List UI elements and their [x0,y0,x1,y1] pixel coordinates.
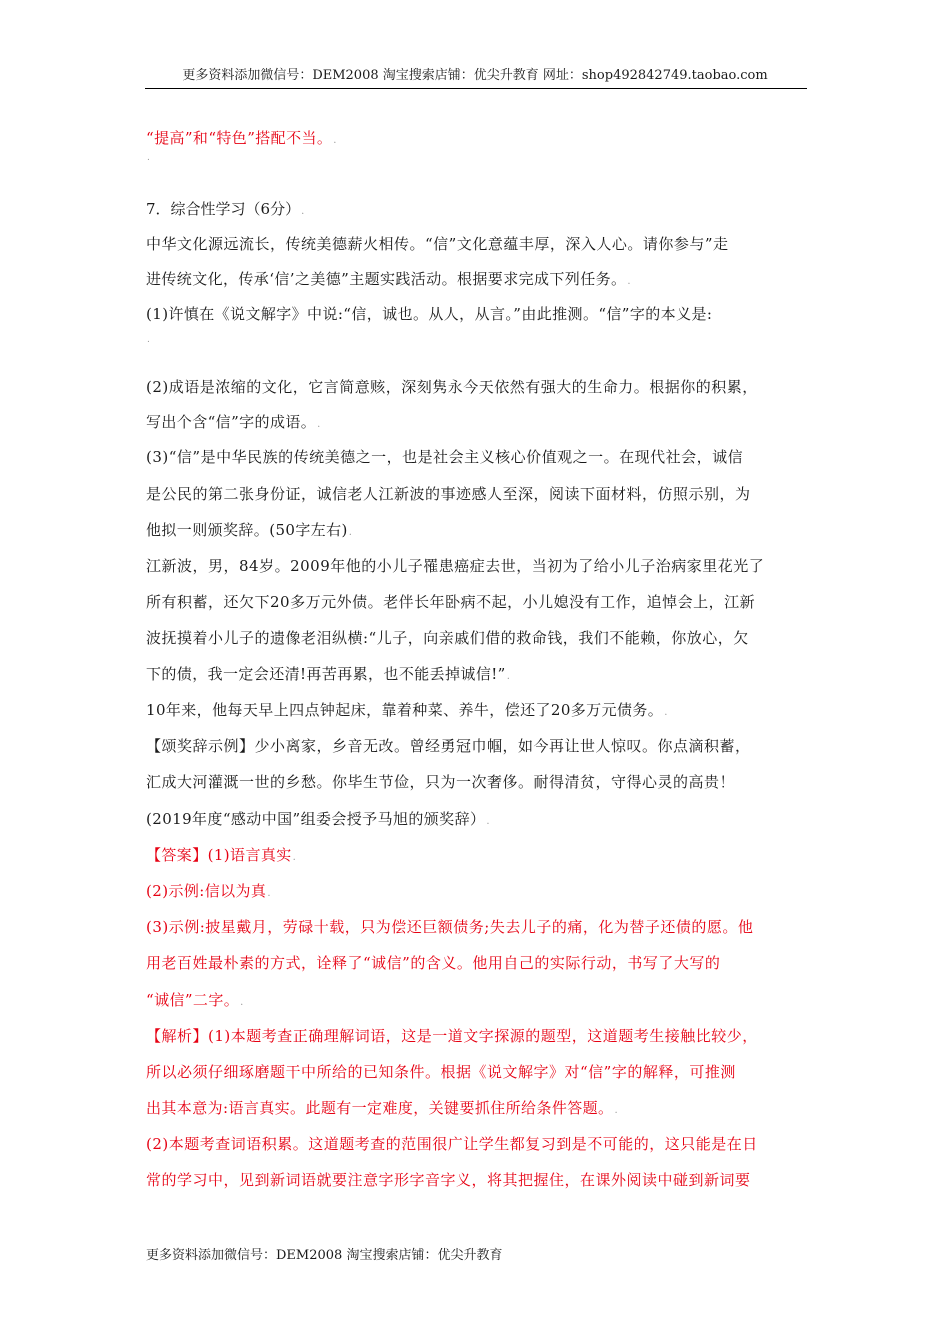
answer-3-line-3: “诚信”二字。. [146,991,244,1009]
paragraph-mark: . [147,153,150,163]
material-line-3: 波抚摸着小儿子的遗像老泪纵横:“儿子，向亲戚们借的救命钱，我们不能赖，你放心，欠 [146,629,749,647]
answer-3-line-1: (3)示例:披星戴月，劳碌十载，只为偿还巨额债务;失去儿子的痛，化为替子还债的愿。他 [146,918,754,936]
sub-question-3: (3)“信”是中华民族的传统美德之一，也是社会主义核心价值观之一。在现代社会，诚信 [146,448,744,466]
material-line-1: 江新波，男，84岁。2009年他的小儿子罹患癌症去世，当初为了给小儿子治病家里花光了 [146,557,765,575]
material-line-5: 10年来，他每天早上四点钟起床，靠着种菜、养牛，偿还了20多万元债务。. [146,701,668,719]
material-line-2: 所有积蓄，还欠下20多万元外债。老伴长年卧病不起，小儿媳没有工作，追悼会上，江新 [146,593,756,611]
page-header: 更多资料添加微信号：DEM2008 淘宝搜索店铺：优尖升教育 网址：shop492842749.taobao.com [182,68,768,83]
analysis-line-4: (2)本题考查词语积累。这道题考查的范围很广让学生都复习到是不可能的，这只能是在日 [146,1135,758,1153]
text-line-1: “提高”和“特色”搭配不当。. [146,129,337,147]
award-example-source: (2019年度“感动中国”组委会授予马旭的颁奖辞）. [146,810,490,828]
header-divider [145,88,807,89]
text-line-3: 中华文化源远流长，传统美德薪火相传。“信”文化意蕴丰厚，深入人心。请你参与”走 [146,235,729,253]
question-7-title: 7．综合性学习（6分）. [146,200,305,218]
material-line-4: 下的债，我一定会还清!再苦再累，也不能丢掉诚信!”. [146,665,511,683]
sub-question-2: (2)成语是浓缩的文化，它言简意赅，深刻隽永今天依然有强大的生命力。根据你的积累， [146,378,758,396]
paragraph-mark: . [147,335,150,345]
answer-2: (2)示例:信以为真. [146,882,271,900]
award-example-line-2: 汇成大河灌溉一世的乡愁。你毕生节俭，只为一次奢侈。耐得清贫，守得心灵的高贵！ [146,773,736,791]
analysis-line-2: 所以必须仔细琢磨题干中所给的已知条件。根据《说文解字》对“信”字的解释，可推测 [146,1063,736,1081]
text-line-10: 他拟一则颁奖辞。(50字左右). [146,521,353,539]
text-line-4: 进传统文化，传承‘信’之美德”主题实践活动。根据要求完成下列任务。. [146,270,632,288]
answer-1: 【答案】(1)语言真实. [146,846,297,864]
analysis-line-3: 出其本意为:语言真实。此题有一定难度，关键要抓住所给条件答题。. [146,1099,619,1117]
page-footer: 更多资料添加微信号：DEM2008 淘宝搜索店铺：优尖升教育 [146,1248,503,1263]
award-example-line-1: 【颂奖辞示例】少小离家，乡音无改。曾经勇冠巾帼，如今再让世人惊叹。你点滴积蓄， [146,737,751,755]
sub-question-1: (1)许慎在《说文解字》中说:“信，诚也。从人，从言。”由此推测。“信”字的本义是: [146,305,713,323]
text-line-7: 写出个含“信”字的成语。. [146,413,321,431]
text-line-9: 是公民的第二张身份证，诚信老人江新波的事迹感人至深，阅读下面材料，仿照示别，为 [146,485,751,503]
analysis-line-1: 【解析】(1)本题考查正确理解词语，这是一道文字探源的题型，这道题考生接触比较少， [146,1027,758,1045]
analysis-line-5: 常的学习中，见到新词语就要注意字形字音字义，将其把握住，在课外阅读中碰到新词要 [146,1171,751,1189]
answer-3-line-2: 用老百姓最朴素的方式，诠释了“诚信”的含义。他用自己的实际行动，书写了大写的 [146,954,721,972]
